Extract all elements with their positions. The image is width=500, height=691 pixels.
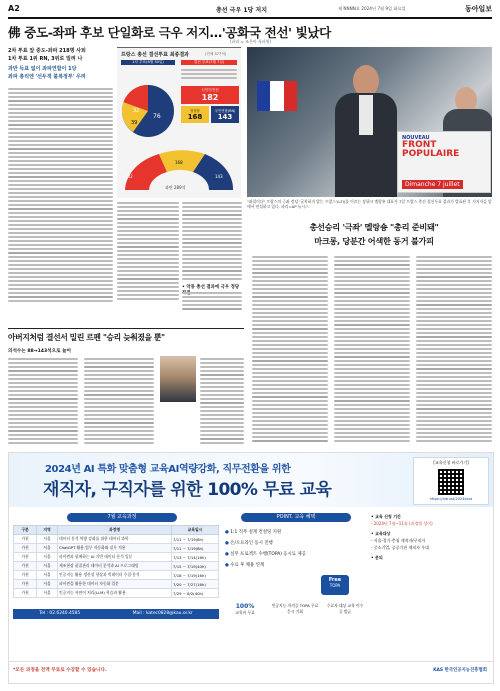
side-headline-2: 마크롱, 당분간 어색한 동거 불가피 bbox=[314, 236, 434, 246]
photo-caption: "좌절이다" 프랑스의 극좌 정당 '굴복하지 않는 프랑스'(LFI)를 이끄는 장뤼크 멜랑숑 대표가 7일 프랑스 총선 결선투표 결과가 발표된 후 지지자들 앞에서 연설하고 있다. 파리=AP 뉴시스 bbox=[247, 199, 492, 210]
check-icon: ● bbox=[225, 530, 229, 535]
target-line: - 서울·경기·충청 재직자/구직자 bbox=[371, 538, 426, 543]
bottom-left-col-2 bbox=[84, 358, 154, 444]
check-icon: ● bbox=[225, 541, 229, 546]
section-label: 총선 극우 1당 저지 bbox=[216, 7, 268, 14]
cell-region: 서울 bbox=[37, 544, 58, 553]
hemi-label-center: 168 bbox=[175, 160, 183, 165]
check-icon: ● bbox=[225, 552, 229, 557]
seat-box-center bbox=[181, 106, 209, 123]
hemi-label-left: 182 bbox=[125, 174, 133, 179]
side-col-1 bbox=[252, 256, 328, 442]
cell-date: 7/20 ~ 7/27(16h) bbox=[172, 580, 219, 589]
cell-type: 가천 bbox=[14, 544, 37, 553]
cell-course: ChatGPT 활용 업무 자동화와 실무 적용 bbox=[58, 544, 172, 553]
th-region: 지역 bbox=[37, 526, 58, 535]
bottom-left-col-3 bbox=[200, 358, 244, 444]
cell-date: 7/11 ~ 7/19(8h) bbox=[172, 535, 219, 544]
group-name-center: 앙상블 bbox=[190, 109, 200, 113]
ad-footer bbox=[9, 661, 493, 680]
cell-date: 7/11 ~ 7/19(8h) bbox=[172, 544, 219, 553]
table-row bbox=[14, 571, 219, 580]
table-row bbox=[14, 562, 219, 571]
main-headline: 佛 중도-좌파 후보 단일화로 극우 저지…'공화국 전선' 빛났다 bbox=[8, 25, 331, 40]
benefit-item bbox=[225, 527, 365, 538]
group-name-left: 신인민전선 bbox=[201, 88, 219, 92]
seat-box-left bbox=[181, 86, 239, 104]
body-col-1 bbox=[8, 88, 113, 302]
apply-title: • 교육 신청 기간 bbox=[371, 514, 401, 519]
issue-info: 제 NNNN호 2024년 7월 9일 화요일 bbox=[338, 6, 406, 11]
benefit-item bbox=[225, 560, 365, 571]
hemi-center-note: 과반 289석 bbox=[165, 185, 186, 190]
ad-course-table-body bbox=[14, 535, 219, 598]
th-date: 교육일시 bbox=[172, 526, 219, 535]
cost-item-1 bbox=[225, 603, 265, 616]
body-col-3 bbox=[182, 202, 242, 280]
main-photo bbox=[247, 47, 492, 197]
ad-benefit-tab: POINT. 교육 혜택 bbox=[241, 513, 351, 522]
check-icon: ● bbox=[225, 563, 229, 568]
side-col-2 bbox=[334, 256, 410, 442]
cost-label: 인공지능 자격증 TOPA 무료 응시 기회 bbox=[271, 603, 319, 614]
apply-period: - 2024년 7월~11월 (과정별 상이) bbox=[371, 521, 433, 526]
hemi-left bbox=[125, 154, 167, 190]
benefit-text: 실무 프로젝트 수행(TOPA) 응시료 제공 bbox=[230, 552, 306, 557]
ad-mail[interactable]: Mail : katec0828@kau.or.kr bbox=[132, 611, 193, 616]
cell-course: 인공지능 자연어 처리(LLM) 학습과 활용 bbox=[58, 589, 172, 598]
cost-item-2 bbox=[270, 603, 320, 616]
cell-course: 파이썬을 활용한 데이터 자동화 입문 bbox=[58, 580, 172, 589]
free-badge bbox=[321, 575, 349, 595]
brand-logo: 동아일보 bbox=[464, 4, 492, 13]
election-infographic bbox=[117, 47, 241, 198]
ad-top-line: 2024년 AI 특화 맞춤형 교육AI역량강화, 직무전환을 위한 bbox=[45, 464, 291, 475]
education-ad bbox=[8, 452, 494, 684]
cell-region: 서울 bbox=[37, 580, 58, 589]
body-col-2 bbox=[117, 202, 179, 300]
target-title: • 교육대상 bbox=[371, 531, 391, 536]
side-col-3 bbox=[416, 256, 492, 442]
th-type: 구분 bbox=[14, 526, 37, 535]
first-round-label: 1차 투표(6월 30일) bbox=[121, 60, 175, 65]
cell-region: 서울 bbox=[37, 553, 58, 562]
ad-url[interactable]: https://aitrust/2024kora bbox=[429, 497, 473, 501]
cell-type: 가천 bbox=[14, 535, 37, 544]
cell-date: 7/29 ~ 8/2(40h) bbox=[172, 589, 219, 598]
cell-date: 7/18 ~ 7/19(16h) bbox=[172, 571, 219, 580]
infographic-note bbox=[181, 67, 237, 79]
le-pen-photo bbox=[160, 356, 196, 402]
ad-info-block bbox=[371, 513, 487, 561]
cell-region: 서울 bbox=[37, 562, 58, 571]
body-col-3b bbox=[182, 292, 242, 310]
ad-benefit-list bbox=[225, 527, 365, 571]
ad-cost-row bbox=[225, 603, 365, 616]
pie-label-2: 39 bbox=[131, 120, 138, 126]
table-row bbox=[14, 589, 219, 598]
seat-boxes bbox=[181, 86, 239, 123]
page-number: A2 bbox=[8, 4, 20, 13]
cost-label: 수료자 대상 교육 이수증 발급 bbox=[326, 603, 364, 614]
benefit-text: 온/오프라인 동시 진행 bbox=[230, 541, 273, 546]
pie-label-3: 76 bbox=[153, 113, 161, 120]
free-badge-sub: TOPA bbox=[329, 583, 341, 588]
byline: (파리 = 조은아 특파원) bbox=[230, 39, 272, 44]
ad-right-title: [교육신청 바로가기] bbox=[433, 460, 469, 465]
ad-tel[interactable]: Tel : 02.6240.4585 bbox=[39, 611, 81, 616]
benefit-text: 1:1 직무 설계 컨설팅 지원 bbox=[230, 530, 282, 535]
seat-box-rn bbox=[211, 106, 239, 123]
table-row bbox=[14, 580, 219, 589]
table-row bbox=[14, 544, 219, 553]
lead-4: 좌파 총리엔 '선두적 불복정부' 우려 bbox=[8, 74, 86, 80]
poster-line-3: POPULAIRE bbox=[402, 149, 460, 159]
ad-right-panel bbox=[413, 457, 489, 505]
bottom-left-col-1 bbox=[8, 358, 78, 444]
hemicycle-chart bbox=[119, 146, 239, 192]
target-line: - 중소기업, 공공기관 재직자 우대 bbox=[371, 545, 430, 550]
table-row bbox=[14, 535, 219, 544]
cell-type: 가천 bbox=[14, 580, 37, 589]
cell-type: 가천 bbox=[14, 553, 37, 562]
cost-item-3 bbox=[325, 603, 365, 616]
bottom-left-lead: 의석수는 88→143석으로 늘어 bbox=[8, 349, 71, 354]
cell-type: 가천 bbox=[14, 589, 37, 598]
qr-code-icon bbox=[438, 469, 464, 495]
cell-course: 인공지능 활용 생산성 향상과 빅데이터 수집·분석 bbox=[58, 571, 172, 580]
infographic-title: 프랑스 총선 결선투표 최종결과 bbox=[121, 52, 190, 58]
ad-note: *모든 과정을 전액 무료로 수강할 수 있습니다. bbox=[13, 668, 107, 673]
lead-2: 1차 투표 1위 RN, 3위로 밀려 나 bbox=[8, 56, 83, 62]
cell-type: 가천 bbox=[14, 562, 37, 571]
cell-course: 제조현장 품질관리 데이터 분석과 AI 프로그래밍 bbox=[58, 562, 172, 571]
ad-org-logo: KAS 한국인공지능진흥협회 bbox=[433, 668, 487, 673]
bottom-left-headline: 아버지처럼 결선서 밀린 르펜 "승리 늦춰졌을 뿐" bbox=[8, 333, 165, 342]
cost-label: 교육비 무료 bbox=[235, 610, 255, 615]
group-name-rn: 국민연합(RN) bbox=[214, 109, 236, 113]
benefit-item bbox=[225, 538, 365, 549]
page-header bbox=[8, 4, 492, 16]
cell-region: 서울 bbox=[37, 535, 58, 544]
group-seats-left: 182 bbox=[201, 93, 219, 102]
table-row bbox=[14, 553, 219, 562]
campaign-poster bbox=[397, 131, 491, 193]
mid-subhead: • 악몽 총선 결과에 극우 정당 bbox=[182, 285, 240, 290]
cell-course: 파이썬과 함께하는 AI 기반 데이터 분석 입문 bbox=[58, 553, 172, 562]
poster-line-2: FRONT bbox=[402, 140, 437, 150]
cell-date: 7/13 ~ 7/14(16h) bbox=[172, 553, 219, 562]
cell-region: 서울 bbox=[37, 589, 58, 598]
ad-course-table bbox=[13, 525, 219, 598]
free-badge-label: Free bbox=[328, 577, 342, 583]
flag-tricolor bbox=[257, 81, 297, 111]
group-seats-rn: 143 bbox=[217, 113, 233, 121]
benefit-text: 수료 후 채용 연계 bbox=[230, 563, 265, 568]
cell-date: 7/15 ~ 7/19(40h) bbox=[172, 562, 219, 571]
poster-date: Dimanche 7 juillet bbox=[402, 180, 463, 189]
ad-contact-bar bbox=[13, 609, 219, 619]
cell-region: 서울 bbox=[37, 571, 58, 580]
first-round-pie bbox=[119, 82, 177, 140]
pie-label-1: 32 bbox=[133, 108, 140, 114]
contact-title: • 문의 bbox=[371, 555, 383, 560]
lead-1: 2차 투표 앞 중도-좌파 218명 사퇴 bbox=[8, 48, 86, 54]
th-course: 과정명 bbox=[58, 526, 172, 535]
side-headline-1: 총선승리 '극좌' 멜랑숑 "총리 준비돼" bbox=[309, 222, 439, 232]
ad-table-tab: 7월 교육과정 bbox=[67, 513, 177, 522]
ad-main-line: 재직자, 구직자를 위한 100% 무료 교육 bbox=[43, 480, 332, 500]
hemi-label-rn: 143 bbox=[215, 174, 223, 179]
ad-banner bbox=[9, 453, 493, 507]
cell-type: 가천 bbox=[14, 571, 37, 580]
cost-value: 100% bbox=[235, 603, 255, 610]
second-round-label: 결선 투표(7월 7일) bbox=[181, 60, 237, 65]
cell-course: 데이터 분석 역량 강화를 위한 데이터 과학 bbox=[58, 535, 172, 544]
benefit-item bbox=[225, 549, 365, 560]
group-seats-center: 168 bbox=[187, 113, 203, 121]
infographic-subtitle: (전체 577석) bbox=[205, 52, 227, 56]
poster-line-1: NOUVEAU bbox=[402, 135, 430, 141]
lead-3: 과반 득표 없이 좌파연합이 1당 bbox=[8, 66, 77, 72]
lead-block bbox=[8, 47, 120, 81]
speaker-figure bbox=[335, 65, 397, 197]
